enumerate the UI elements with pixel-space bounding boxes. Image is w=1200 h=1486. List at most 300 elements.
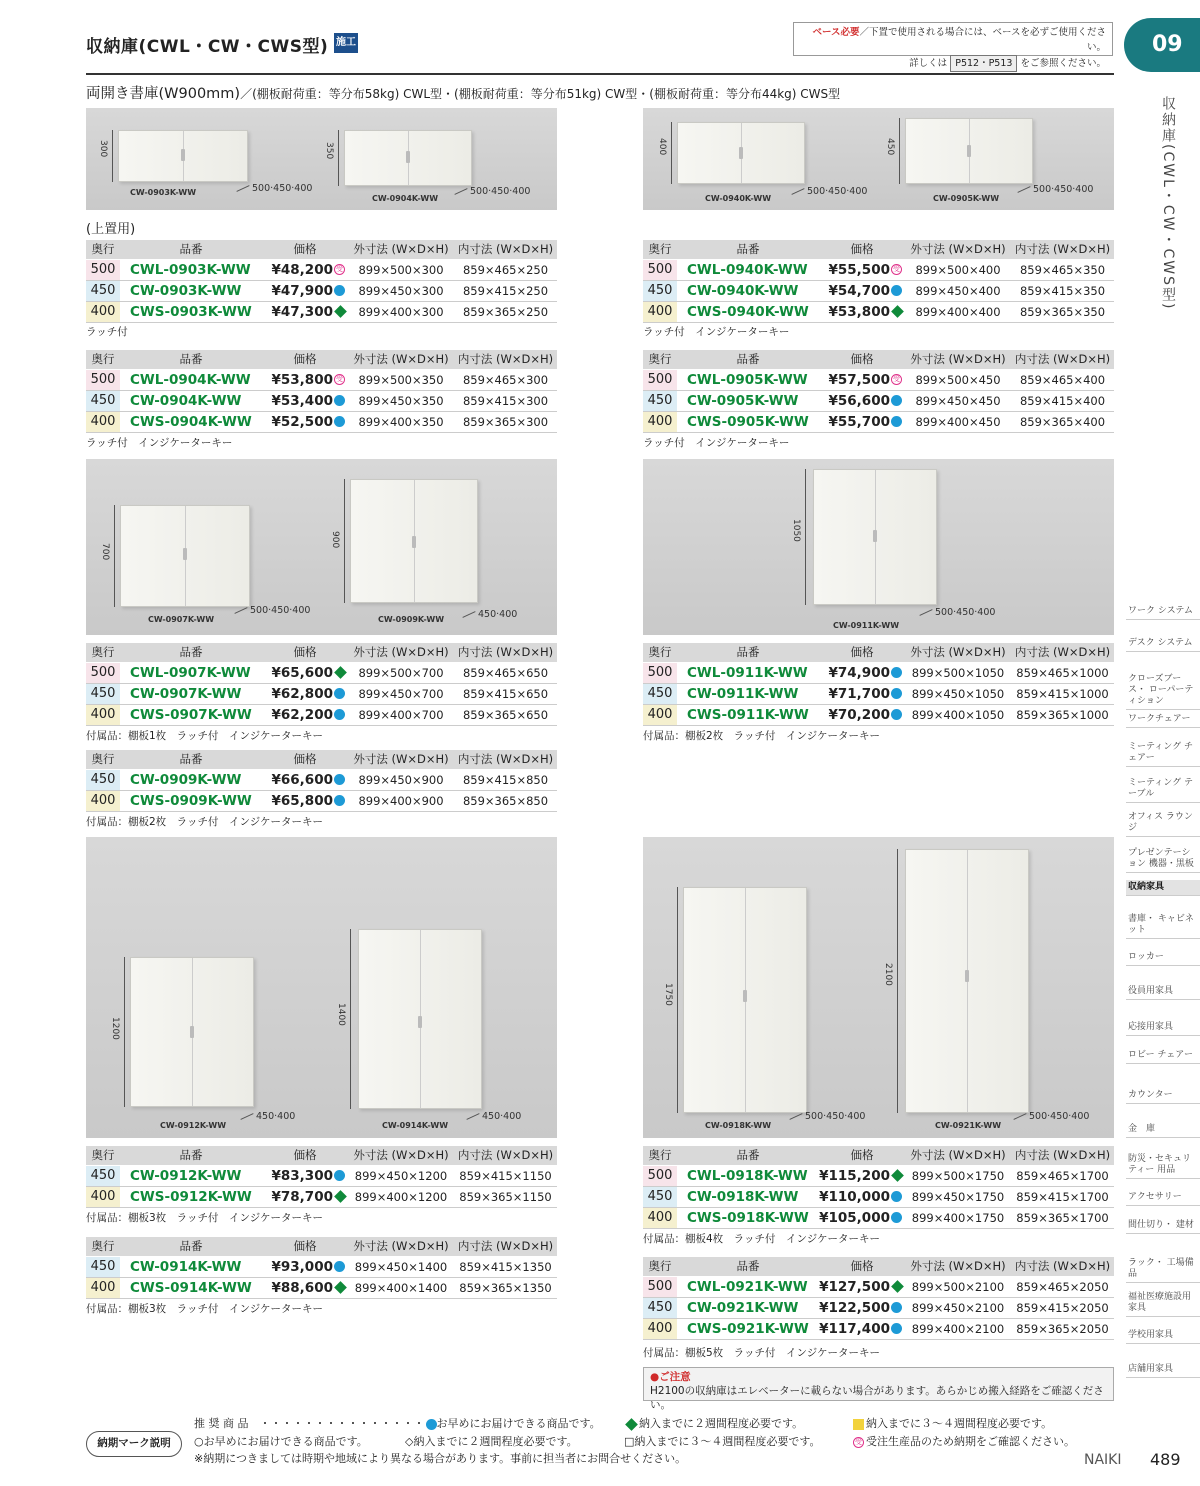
diamond-mark-icon bbox=[334, 1190, 347, 1203]
model-cell: CWL-0903K-WW bbox=[120, 259, 262, 280]
depth-label: 450·400 bbox=[466, 1111, 521, 1122]
table-row bbox=[86, 769, 557, 790]
depth-cell: 450 bbox=[643, 390, 677, 411]
price-cell: ¥56,600 bbox=[819, 390, 905, 411]
table-note: 付属品：棚板2枚 ラッチ付 インジケーターキー bbox=[643, 730, 880, 742]
price-cell: ¥71,700 bbox=[819, 683, 905, 704]
page-ref-link[interactable]: P512・P513 bbox=[950, 55, 1017, 72]
table-row bbox=[86, 662, 557, 683]
outer-dim-cell: 899×500×700 bbox=[348, 662, 454, 683]
sidebar-item-1[interactable]: デスク システム bbox=[1126, 636, 1200, 652]
price-cell: ¥66,600 bbox=[262, 769, 348, 790]
price-cell: ¥65,600 bbox=[262, 662, 348, 683]
table-row bbox=[86, 390, 557, 411]
price-cell: ¥52,500 bbox=[262, 411, 348, 432]
sidebar-item-22[interactable]: 店舗用家具 bbox=[1126, 1362, 1200, 1378]
depth-cell: 500 bbox=[86, 259, 120, 280]
column-header: 価格 bbox=[262, 240, 348, 259]
inner-dim-cell: 859×465×300 bbox=[454, 369, 557, 390]
table-note: 付属品：棚板5枚 ラッチ付 インジケーターキー bbox=[643, 1347, 880, 1359]
column-header: 品番 bbox=[120, 1146, 262, 1165]
inner-dim-cell: 859×365×1150 bbox=[454, 1186, 557, 1207]
table-row bbox=[643, 259, 1114, 280]
warning-text: H2100の収納庫はエレベーターに載らない場合があります。あらかじめ搬入経路をご確認ください。 bbox=[650, 1385, 1104, 1411]
inner-dim-cell: 859×465×1000 bbox=[1011, 662, 1114, 683]
column-header: 価格 bbox=[819, 1257, 905, 1276]
price-cell: ¥62,800 bbox=[262, 683, 348, 704]
cabinet-image bbox=[350, 479, 478, 603]
legend-note: ※納期につきましては時期や地域により異なる場合があります。事前に担当者にお問合せください。 bbox=[194, 1452, 687, 1465]
inner-dim-cell: 859×365×1700 bbox=[1011, 1207, 1114, 1228]
price-cell: ¥74,900 bbox=[819, 662, 905, 683]
sidebar-item-18[interactable]: 間仕切り・ 建材 bbox=[1126, 1218, 1200, 1234]
outer-dim-cell: 899×400×1200 bbox=[348, 1186, 454, 1207]
legend-juchu: 受 受注生産品のため納期をご確認ください。 bbox=[855, 1435, 1075, 1448]
depth-cell: 500 bbox=[643, 1276, 677, 1297]
model-label: CW-0909K-WW bbox=[378, 615, 445, 624]
subtitle-main: 両開き書庫(W900mm) bbox=[86, 86, 241, 102]
outer-dim-cell: 899×400×2100 bbox=[905, 1318, 1011, 1339]
legend-square-outline: □納入までに３～４週間程度必要です。 bbox=[624, 1435, 821, 1448]
legend-diamond: 納入までに２週間程度必要です。 bbox=[624, 1415, 803, 1431]
table-row bbox=[643, 662, 1114, 683]
inner-dim-cell: 859×415×1000 bbox=[1011, 683, 1114, 704]
depth-cell: 400 bbox=[86, 790, 120, 811]
column-header: 価格 bbox=[819, 240, 905, 259]
delivery-mark-legend-button[interactable]: 納期マーク説明 bbox=[86, 1431, 182, 1457]
outer-dim-cell: 899×500×2100 bbox=[905, 1276, 1011, 1297]
depth-cell: 500 bbox=[643, 369, 677, 390]
model-cell: CWL-0911K-WW bbox=[677, 662, 819, 683]
sidebar-item-3[interactable]: ワークチェアー bbox=[1126, 712, 1200, 728]
sidebar-item-14[interactable]: カウンター bbox=[1126, 1088, 1200, 1104]
model-label: CW-0921K-WW bbox=[935, 1121, 1002, 1130]
depth-label: 500·450·400 bbox=[1017, 184, 1093, 195]
sidebar-item-0[interactable]: ワーク システム bbox=[1126, 604, 1200, 620]
price-cell: ¥70,200 bbox=[819, 704, 905, 725]
model-label: CW-0918K-WW bbox=[705, 1121, 772, 1130]
sidebar-item-2[interactable]: クローズブース・ ローパーティション bbox=[1126, 672, 1200, 710]
height-label: 350 bbox=[324, 142, 334, 160]
column-header: 内寸法 (W×D×H) bbox=[1011, 240, 1114, 259]
diamond-mark-icon bbox=[334, 1281, 347, 1294]
table-row bbox=[643, 301, 1114, 322]
outer-dim-cell: 899×400×700 bbox=[348, 704, 454, 725]
table-note: 付属品：棚板3枚 ラッチ付 インジケーターキー bbox=[86, 1303, 323, 1315]
depth-cell: 400 bbox=[643, 411, 677, 432]
price-cell: ¥53,800 bbox=[819, 301, 905, 322]
outer-dim-cell: 899×500×400 bbox=[905, 259, 1011, 280]
model-cell: CWL-0904K-WW bbox=[120, 369, 262, 390]
sidebar-item-7[interactable]: プレゼンテーション 機器・黒板 bbox=[1126, 846, 1200, 873]
model-label: CW-0907K-WW bbox=[148, 615, 215, 624]
depth-cell: 450 bbox=[86, 1165, 120, 1186]
juchu-mark-icon: 受 bbox=[336, 265, 343, 273]
table-row bbox=[86, 1277, 557, 1298]
column-header: 品番 bbox=[677, 1146, 819, 1165]
column-header: 内寸法 (W×D×H) bbox=[454, 1237, 557, 1256]
model-label: CW-0905K-WW bbox=[933, 194, 1000, 203]
circle-mark-icon bbox=[334, 774, 345, 785]
table-note: ラッチ付 インジケーターキー bbox=[86, 437, 233, 449]
depth-cell: 450 bbox=[643, 1186, 677, 1207]
column-header: 価格 bbox=[262, 350, 348, 369]
spec-table bbox=[86, 1146, 557, 1208]
table-row bbox=[86, 683, 557, 704]
sidebar-item-19[interactable]: ラック・ 工場備品 bbox=[1126, 1256, 1200, 1283]
spec-table bbox=[86, 350, 557, 433]
depth-cell: 400 bbox=[86, 704, 120, 725]
sidebar-item-10[interactable]: ロッカー bbox=[1126, 950, 1200, 966]
depth-label: 500·450·400 bbox=[919, 607, 995, 618]
price-cell: ¥117,400 bbox=[819, 1318, 905, 1339]
model-cell: CWS-0918K-WW bbox=[677, 1207, 819, 1228]
height-label: 300 bbox=[98, 140, 108, 158]
product-photo-0912-0914 bbox=[86, 837, 557, 1138]
juchu-mark-icon: 受 bbox=[855, 1437, 862, 1446]
table-row bbox=[643, 704, 1114, 725]
table-note: ラッチ付 インジケーターキー bbox=[643, 326, 790, 338]
price-cell: ¥127,500 bbox=[819, 1276, 905, 1297]
column-header: 品番 bbox=[120, 643, 262, 662]
sidebar-item-4[interactable]: ミーティング チェアー bbox=[1126, 740, 1200, 767]
model-cell: CW-0907K-WW bbox=[120, 683, 262, 704]
column-header: 内寸法 (W×D×H) bbox=[454, 350, 557, 369]
table-row bbox=[643, 280, 1114, 301]
height-label: 2100 bbox=[883, 963, 893, 986]
depth-label: 500·450·400 bbox=[789, 1111, 865, 1122]
inner-dim-cell: 859×415×850 bbox=[454, 769, 557, 790]
height-label: 1050 bbox=[791, 519, 801, 542]
outer-dim-cell: 899×450×1200 bbox=[348, 1165, 454, 1186]
model-cell: CW-0905K-WW bbox=[677, 390, 819, 411]
price-cell: ¥110,000 bbox=[819, 1186, 905, 1207]
column-header: 価格 bbox=[262, 1237, 348, 1256]
table-row bbox=[86, 259, 557, 280]
page-title: 収納庫(CWL・CW・CWS型) bbox=[86, 37, 329, 57]
inner-dim-cell: 859×415×1150 bbox=[454, 1165, 557, 1186]
column-header: 品番 bbox=[120, 240, 262, 259]
column-header: 外寸法 (W×D×H) bbox=[348, 1146, 454, 1165]
table-note: 付属品：棚板1枚 ラッチ付 インジケーターキー bbox=[86, 730, 323, 742]
circle-mark-icon bbox=[891, 395, 902, 406]
price-cell: ¥57,500 受 bbox=[819, 369, 905, 390]
table-note: ラッチ付 bbox=[86, 326, 128, 338]
column-header: 内寸法 (W×D×H) bbox=[1011, 350, 1114, 369]
page-number: 489 bbox=[1150, 1450, 1181, 1469]
price-cell: ¥55,500 受 bbox=[819, 259, 905, 280]
circle-mark-icon bbox=[334, 285, 345, 296]
product-photo-0918-0921 bbox=[643, 837, 1114, 1138]
price-cell: ¥93,000 bbox=[262, 1256, 348, 1277]
cabinet-image bbox=[118, 130, 248, 182]
base-notice bbox=[793, 22, 1113, 69]
sidebar-item-17[interactable]: アクセサリー bbox=[1126, 1190, 1200, 1206]
depth-cell: 450 bbox=[643, 280, 677, 301]
cabinet-image bbox=[813, 469, 937, 605]
circle-mark-icon bbox=[891, 688, 902, 699]
circle-mark-icon bbox=[891, 667, 902, 678]
price-cell: ¥47,900 bbox=[262, 280, 348, 301]
square-mark-icon bbox=[853, 1419, 864, 1430]
spec-table bbox=[643, 1257, 1114, 1340]
price-cell: ¥78,700 bbox=[262, 1186, 348, 1207]
model-cell: CWS-0903K-WW bbox=[120, 301, 262, 322]
inner-dim-cell: 859×365×850 bbox=[454, 790, 557, 811]
chapter-tab[interactable]: 09 bbox=[1124, 18, 1200, 72]
table-row bbox=[643, 1276, 1114, 1297]
inner-dim-cell: 859×365×650 bbox=[454, 704, 557, 725]
table-row bbox=[643, 1186, 1114, 1207]
column-header: 奥行 bbox=[643, 1257, 677, 1276]
subtitle-detail: ／(棚板耐荷重：等分布58kg) CWL型・(棚板耐荷重：等分布51kg) CW型・(棚板耐荷重：等分布44kg) CWS型 bbox=[240, 87, 841, 101]
circle-mark-icon bbox=[891, 1191, 902, 1202]
inner-dim-cell: 859×365×2050 bbox=[1011, 1318, 1114, 1339]
inner-dim-cell: 859×365×1000 bbox=[1011, 704, 1114, 725]
inner-dim-cell: 859×365×300 bbox=[454, 411, 557, 432]
column-header: 品番 bbox=[677, 240, 819, 259]
cabinet-image bbox=[344, 130, 472, 186]
circle-mark-icon bbox=[334, 709, 345, 720]
circle-mark-icon bbox=[891, 1323, 902, 1334]
depth-cell: 400 bbox=[86, 411, 120, 432]
depth-label: 500·450·400 bbox=[234, 605, 310, 616]
header-rule bbox=[86, 73, 1114, 75]
spec-table bbox=[643, 643, 1114, 726]
model-cell: CWS-0912K-WW bbox=[120, 1186, 262, 1207]
depth-cell: 400 bbox=[643, 301, 677, 322]
column-header: 価格 bbox=[819, 643, 905, 662]
sidebar-item-12[interactable]: 応接用家具 bbox=[1126, 1020, 1200, 1036]
sidebar-item-9[interactable]: 書庫・ キャビネット bbox=[1126, 912, 1200, 939]
outer-dim-cell: 899×400×1750 bbox=[905, 1207, 1011, 1228]
height-label: 1750 bbox=[663, 983, 673, 1006]
column-header: 奥行 bbox=[86, 1146, 120, 1165]
cabinet-image bbox=[120, 505, 250, 607]
column-header: 外寸法 (W×D×H) bbox=[348, 240, 454, 259]
sidebar-item-21[interactable]: 学校用家具 bbox=[1126, 1328, 1200, 1344]
outer-dim-cell: 899×450×450 bbox=[905, 390, 1011, 411]
model-cell: CWS-0907K-WW bbox=[120, 704, 262, 725]
sidebar-item-13[interactable]: ロビー チェアー bbox=[1126, 1048, 1200, 1064]
sidebar-item-20[interactable]: 福祉医療施設用 家具 bbox=[1126, 1290, 1200, 1317]
table-note: 付属品：棚板2枚 ラッチ付 インジケーターキー bbox=[86, 816, 323, 828]
table-row bbox=[643, 1297, 1114, 1318]
diamond-mark-icon bbox=[891, 1280, 904, 1293]
diamond-mark-icon bbox=[334, 305, 347, 318]
brand-name: NAIKI bbox=[1084, 1452, 1122, 1468]
column-header: 外寸法 (W×D×H) bbox=[905, 350, 1011, 369]
depth-label: 500·450·400 bbox=[1013, 1111, 1089, 1122]
spec-table bbox=[86, 240, 557, 323]
price-cell: ¥47,300 bbox=[262, 301, 348, 322]
column-header: 価格 bbox=[262, 643, 348, 662]
column-header: 価格 bbox=[262, 1146, 348, 1165]
outer-dim-cell: 899×400×450 bbox=[905, 411, 1011, 432]
spec-table bbox=[643, 350, 1114, 433]
circle-mark-icon bbox=[334, 1261, 345, 1272]
outer-dim-cell: 899×500×1750 bbox=[905, 1165, 1011, 1186]
height-label: 700 bbox=[100, 543, 110, 561]
outer-dim-cell: 899×450×400 bbox=[905, 280, 1011, 301]
juchu-mark-icon: 受 bbox=[893, 265, 900, 273]
spec-table bbox=[86, 750, 557, 812]
column-header: 価格 bbox=[819, 1146, 905, 1165]
model-cell: CW-0921K-WW bbox=[677, 1297, 819, 1318]
inner-dim-cell: 859×415×350 bbox=[1011, 280, 1114, 301]
column-header: 外寸法 (W×D×H) bbox=[348, 1237, 454, 1256]
sidebar-item-6[interactable]: オフィス ラウンジ bbox=[1126, 810, 1200, 837]
depth-cell: 400 bbox=[643, 704, 677, 725]
inner-dim-cell: 859×465×1700 bbox=[1011, 1165, 1114, 1186]
outer-dim-cell: 899×500×350 bbox=[348, 369, 454, 390]
inner-dim-cell: 859×365×400 bbox=[1011, 411, 1114, 432]
outer-dim-cell: 899×500×1050 bbox=[905, 662, 1011, 683]
inner-dim-cell: 859×465×250 bbox=[454, 259, 557, 280]
outer-dim-cell: 899×450×1050 bbox=[905, 683, 1011, 704]
cabinet-image bbox=[905, 118, 1033, 184]
diamond-mark-icon bbox=[891, 1169, 904, 1182]
legend-diamond-outline: ◇納入までに２週間程度必要です。 bbox=[405, 1435, 578, 1448]
column-header: 奥行 bbox=[86, 350, 120, 369]
outer-dim-cell: 899×400×300 bbox=[348, 301, 454, 322]
inner-dim-cell: 859×365×350 bbox=[1011, 301, 1114, 322]
outer-dim-cell: 899×400×900 bbox=[348, 790, 454, 811]
inner-dim-cell: 859×465×650 bbox=[454, 662, 557, 683]
depth-label: 500·450·400 bbox=[791, 186, 867, 197]
circle-mark-icon bbox=[891, 1212, 902, 1223]
product-photo-0911 bbox=[643, 459, 1114, 635]
model-cell: CW-0904K-WW bbox=[120, 390, 262, 411]
depth-cell: 400 bbox=[86, 1186, 120, 1207]
column-header: 内寸法 (W×D×H) bbox=[1011, 643, 1114, 662]
model-label: CW-0912K-WW bbox=[160, 1121, 227, 1130]
column-header: 外寸法 (W×D×H) bbox=[905, 240, 1011, 259]
circle-mark-icon bbox=[891, 709, 902, 720]
inner-dim-cell: 859×465×350 bbox=[1011, 259, 1114, 280]
model-label: CW-0940K-WW bbox=[705, 194, 772, 203]
circle-mark-icon bbox=[334, 688, 345, 699]
column-header: 奥行 bbox=[86, 1237, 120, 1256]
sidebar-item-8[interactable]: 収納家具 bbox=[1126, 880, 1200, 896]
product-photo-0907-0909 bbox=[86, 459, 557, 635]
table-note: 付属品：棚板4枚 ラッチ付 インジケーターキー bbox=[643, 1233, 880, 1245]
column-header: 奥行 bbox=[643, 240, 677, 259]
inner-dim-cell: 859×415×400 bbox=[1011, 390, 1114, 411]
price-cell: ¥53,400 bbox=[262, 390, 348, 411]
circle-mark-icon bbox=[426, 1419, 437, 1430]
model-cell: CWL-0907K-WW bbox=[120, 662, 262, 683]
inner-dim-cell: 859×415×1350 bbox=[454, 1256, 557, 1277]
column-header: 奥行 bbox=[643, 350, 677, 369]
sidebar-item-15[interactable]: 金 庫 bbox=[1126, 1122, 1200, 1138]
depth-cell: 400 bbox=[643, 1318, 677, 1339]
height-label: 450 bbox=[885, 138, 895, 156]
price-cell: ¥105,000 bbox=[819, 1207, 905, 1228]
uoki-label: (上置用) bbox=[86, 222, 136, 237]
warning-title: ●ご注意 bbox=[650, 1371, 691, 1383]
column-header: 価格 bbox=[262, 750, 348, 769]
model-cell: CWS-0921K-WW bbox=[677, 1318, 819, 1339]
inner-dim-cell: 859×465×400 bbox=[1011, 369, 1114, 390]
legend-square: 納入までに３～４週間程度必要です。 bbox=[852, 1415, 1052, 1431]
table-note: 付属品：棚板3枚 ラッチ付 インジケーターキー bbox=[86, 1212, 323, 1224]
inner-dim-cell: 859×415×1700 bbox=[1011, 1186, 1114, 1207]
sidebar-item-16[interactable]: 防災・セキュリティー 用品 bbox=[1126, 1152, 1200, 1179]
model-cell: CW-0918K-WW bbox=[677, 1186, 819, 1207]
price-cell: ¥88,600 bbox=[262, 1277, 348, 1298]
model-cell: CW-0911K-WW bbox=[677, 683, 819, 704]
model-label: CW-0911K-WW bbox=[833, 621, 900, 630]
table-note: ラッチ付 インジケーターキー bbox=[643, 437, 790, 449]
table-row bbox=[643, 369, 1114, 390]
table-row bbox=[643, 390, 1114, 411]
height-label: 1200 bbox=[110, 1017, 120, 1040]
section-subtitle bbox=[86, 82, 840, 103]
diamond-mark-icon bbox=[334, 666, 347, 679]
table-row bbox=[643, 411, 1114, 432]
model-cell: CWL-0918K-WW bbox=[677, 1165, 819, 1186]
sidebar-item-11[interactable]: 役員用家具 bbox=[1126, 984, 1200, 1000]
depth-label: 500·450·400 bbox=[236, 183, 312, 194]
cabinet-image bbox=[683, 887, 807, 1113]
price-cell: ¥55,700 bbox=[819, 411, 905, 432]
price-cell: ¥54,700 bbox=[819, 280, 905, 301]
depth-cell: 400 bbox=[643, 1207, 677, 1228]
inner-dim-cell: 859×415×2050 bbox=[1011, 1297, 1114, 1318]
table-row bbox=[643, 683, 1114, 704]
outer-dim-cell: 899×400×400 bbox=[905, 301, 1011, 322]
model-cell: CWS-0911K-WW bbox=[677, 704, 819, 725]
cabinet-image bbox=[905, 849, 1029, 1113]
outer-dim-cell: 899×450×350 bbox=[348, 390, 454, 411]
diamond-mark-icon bbox=[891, 305, 904, 318]
notice-line1: ／下置で使用される場合には、ベースを必ずご使用ください。 bbox=[859, 27, 1106, 53]
inner-dim-cell: 859×365×1350 bbox=[454, 1277, 557, 1298]
depth-label: 500·450·400 bbox=[454, 186, 530, 197]
depth-cell: 450 bbox=[643, 1297, 677, 1318]
depth-cell: 400 bbox=[86, 1277, 120, 1298]
depth-cell: 450 bbox=[86, 769, 120, 790]
column-header: 外寸法 (W×D×H) bbox=[348, 350, 454, 369]
model-cell: CW-0903K-WW bbox=[120, 280, 262, 301]
circle-mark-icon bbox=[334, 1170, 345, 1181]
notice-line2b: をご参照ください。 bbox=[1020, 58, 1106, 69]
circle-mark-icon bbox=[891, 285, 902, 296]
depth-cell: 500 bbox=[643, 662, 677, 683]
height-label: 1400 bbox=[336, 1003, 346, 1026]
sidebar-item-5[interactable]: ミーティング テーブル bbox=[1126, 776, 1200, 803]
spec-table bbox=[86, 1237, 557, 1299]
column-header: 外寸法 (W×D×H) bbox=[905, 643, 1011, 662]
price-cell: ¥65,800 bbox=[262, 790, 348, 811]
depth-cell: 450 bbox=[643, 683, 677, 704]
price-cell: ¥62,200 bbox=[262, 704, 348, 725]
depth-label: 450·400 bbox=[462, 609, 517, 620]
model-label: CW-0904K-WW bbox=[372, 194, 439, 203]
outer-dim-cell: 899×450×300 bbox=[348, 280, 454, 301]
column-header: 奥行 bbox=[643, 1146, 677, 1165]
outer-dim-cell: 899×400×350 bbox=[348, 411, 454, 432]
outer-dim-cell: 899×500×300 bbox=[348, 259, 454, 280]
depth-cell: 450 bbox=[86, 683, 120, 704]
spec-table bbox=[643, 240, 1114, 323]
price-cell: ¥83,300 bbox=[262, 1165, 348, 1186]
column-header: 価格 bbox=[819, 350, 905, 369]
depth-cell: 500 bbox=[643, 259, 677, 280]
outer-dim-cell: 899×450×900 bbox=[348, 769, 454, 790]
model-cell: CWS-0904K-WW bbox=[120, 411, 262, 432]
